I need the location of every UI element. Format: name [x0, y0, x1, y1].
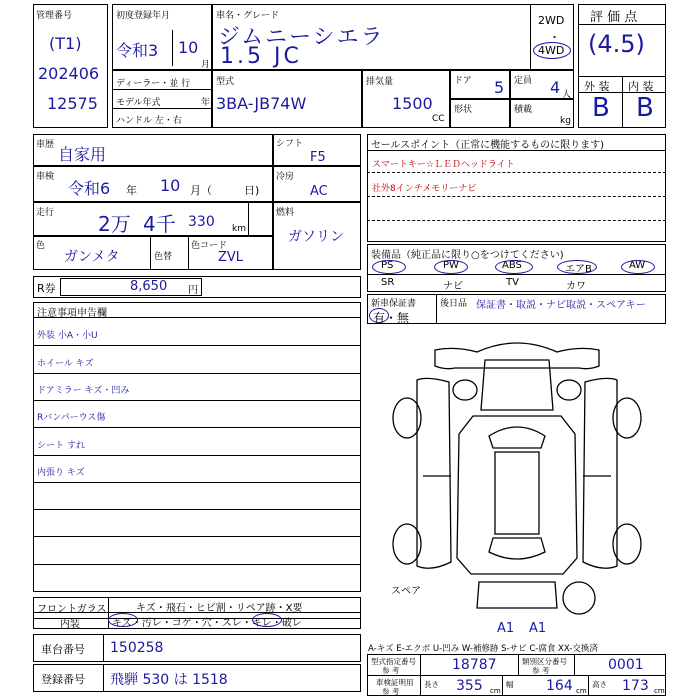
diagram-right-side [583, 378, 617, 568]
inspection-month: 10 [160, 176, 181, 195]
reg-label: 登録番号 [41, 673, 85, 686]
color-code-value: ZVL [218, 250, 244, 265]
width-value: 164 [546, 678, 573, 694]
cc-unit: CC [432, 114, 445, 124]
km-unit: km [232, 224, 246, 234]
equipment-label: 装備品（純正品に限り○をつけてください) [371, 250, 564, 261]
displacement-value: 1500 [392, 94, 433, 113]
class-value: 0001 [608, 657, 644, 673]
door-label: ドア [454, 76, 472, 86]
model-year-label: モデル年式 [116, 98, 161, 108]
model-div [112, 108, 212, 109]
inspection-month-unit: 月（ [190, 184, 212, 197]
spec-v4 [502, 675, 503, 696]
diagram-left-mirror [453, 380, 477, 400]
note-line: ドアミラー キズ・凹み [37, 385, 130, 396]
door-value: 5 [494, 78, 505, 97]
selling-point-2: 社外8インチメモリーナビ [372, 184, 477, 194]
capacity-label: 定員 [514, 76, 533, 86]
color-div1 [150, 236, 151, 270]
shape-label: 形状 [454, 105, 473, 115]
shift-label: シフト [276, 139, 304, 149]
exterior-grade: B [592, 93, 610, 123]
drive-dot: ・ [549, 31, 560, 44]
length-label: 長さ [424, 680, 439, 689]
equip-sr: SR [381, 277, 395, 288]
class-label: 類別区分番号 [522, 657, 567, 666]
notes-head-line [33, 317, 361, 318]
equip-aw: AW [629, 260, 646, 271]
dealer-label: ディーラー・並 行 [116, 79, 191, 89]
cert-ref: 参 考 [382, 687, 400, 696]
note-line: 外装 小A・小U [37, 331, 98, 342]
warranty-div [436, 294, 437, 324]
notes-rule [33, 427, 361, 428]
fuel-label: 燃料 [276, 208, 295, 218]
diagram-rear-window [489, 538, 545, 559]
mileage-label: 走行 [36, 208, 55, 218]
notes-rule [33, 482, 361, 483]
first-reg-month-unit: 月 [201, 60, 211, 70]
shift-value: F5 [310, 150, 326, 165]
sp-line3 [367, 196, 666, 197]
inspection-day-unit: 日) [244, 184, 260, 197]
sp-line2 [367, 172, 666, 173]
capacity-value: 4 [550, 78, 561, 97]
type-label: 型式 [216, 77, 235, 87]
dealer-div [112, 89, 212, 90]
notes-rule [33, 536, 361, 537]
cert-label: 車検証明用 [376, 678, 414, 687]
after-value: 保証書・取説・ナビ取説・スペアキー [476, 300, 646, 311]
recycle-value: 8,650 [130, 279, 168, 294]
color-change-label: 色替 [154, 252, 173, 262]
diagram-right-mirror [557, 380, 581, 400]
history-value: 自家用 [58, 145, 107, 164]
diagram-body [457, 416, 577, 574]
width-unit: cm [576, 687, 587, 695]
km-divider [248, 202, 249, 236]
person-unit: 人 [562, 90, 572, 100]
height-label: 高さ [592, 680, 607, 689]
equip-pw: PW [443, 260, 459, 271]
warranty-options: 有・無 [373, 311, 410, 325]
yen-unit: 円 [188, 285, 198, 296]
note-line: ホイール キズ [37, 358, 94, 369]
diagram-spare-tire [563, 582, 595, 614]
mgmt-no2: 12575 [47, 94, 98, 113]
diagram-front-bumper [435, 343, 599, 369]
car-name-label: 車名・グレード [216, 11, 280, 21]
diagram-roof [495, 452, 539, 534]
warranty-label: 新車保証書 [371, 299, 417, 309]
chassis-label: 車台番号 [41, 643, 85, 656]
handle-label: ハンドル 左・右 [116, 116, 182, 126]
exterior-label: 外 装 [584, 80, 610, 93]
mileage-sen: 4千 [143, 212, 176, 236]
inspection-year-unit: 年 [126, 184, 137, 197]
spec-mid [367, 675, 666, 676]
mgmt-label: 管理番号 [36, 11, 73, 21]
equip-tv: TV [506, 277, 519, 288]
car-diagram [367, 326, 667, 640]
car-grade: 1.5 JC [220, 44, 302, 69]
diagram-left-side [417, 378, 451, 568]
diagram-windshield [489, 427, 545, 448]
chassis-value: 150258 [110, 640, 164, 656]
diagram-rear-gate [477, 582, 557, 608]
damage-mark-2: A1 [529, 621, 547, 636]
load-label: 積載 [514, 105, 533, 115]
mgmt-no1: 202406 [38, 64, 100, 83]
equip-abs: ABS [502, 260, 522, 271]
spec-v3 [574, 654, 575, 675]
car-name: ジムニーシエラ [218, 25, 385, 50]
year-unit: 年 [201, 98, 211, 108]
history-label: 車歴 [36, 140, 55, 150]
mileage-man: 2万 [98, 212, 131, 236]
height-value: 173 [622, 678, 649, 694]
equip-airbag: エアB [565, 264, 592, 275]
sp-line1 [367, 150, 666, 151]
length-value: 355 [456, 678, 483, 694]
color-value: ガンメタ [64, 249, 120, 265]
color-label: 色 [36, 241, 46, 251]
note-line: 内張り キズ [37, 467, 85, 478]
equip-navi: ナビ [443, 281, 463, 292]
first-reg-label: 初度登録年月 [116, 11, 171, 21]
damage-mark-1: A1 [497, 621, 515, 636]
recycle-label: R券 [37, 282, 56, 295]
front-glass-label: フロントガラス [37, 604, 107, 615]
eval-score: (4.5) [588, 30, 645, 58]
equip-ps: PS [381, 260, 394, 271]
note-line: Rバンパーウス傷 [37, 413, 106, 424]
interior-grade: B [636, 93, 654, 123]
selling-points-label: セールスポイント（正常に機能するものに限ります) [371, 140, 605, 151]
eval-divider [578, 24, 666, 25]
first-reg-era: 令和3 [116, 41, 159, 60]
diagram-legend: A-キズ E-エクボ U-凹み W-補修跡 S-サビ C-腐食 XX-交換済 [368, 644, 598, 654]
eval-label: 評 価 点 [590, 10, 638, 25]
equip-leather: カワ [566, 281, 586, 292]
designation-label: 型式指定番号 [371, 657, 416, 666]
length-unit: cm [490, 687, 501, 695]
sp-line4 [367, 220, 666, 221]
reg-value: 飛騨 530 は 1518 [110, 672, 228, 688]
designation-ref: 参 考 [382, 666, 400, 675]
interior-value: キズ・汚レ・コゲ・穴・スレ・キレ・破レ [112, 618, 302, 629]
notes-rule [33, 400, 361, 401]
glass-div [108, 597, 109, 629]
spec-v5 [588, 675, 589, 696]
chassis-div [103, 634, 104, 662]
color-code-label: 色コード [191, 241, 228, 251]
reg-div [103, 664, 104, 692]
notes-rule [33, 591, 361, 592]
type-value: 3BA-JB74W [216, 94, 307, 113]
inspection-era: 令和6 [68, 179, 111, 198]
interior-label: 内 装 [628, 80, 654, 93]
inspection-label: 車検 [36, 172, 55, 182]
notes-rule [33, 345, 361, 346]
mgmt-code: (T1) [49, 34, 82, 53]
drive-divider [530, 4, 531, 70]
notes-rule [33, 455, 361, 456]
height-unit: cm [654, 687, 665, 695]
front-glass-value: キズ・飛石・ヒビ割・リペア跡・X要 [136, 603, 303, 614]
eq-line [367, 274, 666, 275]
notes-rule [33, 564, 361, 565]
color-div2 [188, 236, 189, 270]
after-label: 後日品 [440, 299, 468, 309]
notes-label: 注意事項申告欄 [37, 308, 107, 319]
eval-mid [622, 76, 623, 128]
fuel-value: ガソリン [288, 229, 344, 245]
first-reg-month: 10 [178, 38, 199, 57]
interior-label: 内装 [60, 619, 80, 630]
notes-rule [33, 373, 361, 374]
selling-point-1: スマートキー☆ＬＥＤヘッドライト [372, 160, 515, 170]
ac-label: 冷房 [276, 172, 295, 182]
ac-value: AC [310, 184, 328, 199]
kg-unit: kg [560, 116, 571, 126]
class-ref: 参 考 [532, 666, 550, 675]
spare-label: スペア [391, 586, 421, 597]
displacement-label: 排気量 [366, 77, 394, 87]
first-reg-divider [172, 30, 173, 66]
spec-v2 [518, 654, 519, 675]
note-line: シート すれ [37, 440, 85, 451]
width-label: 幅 [506, 680, 514, 689]
2wd-label: 2WD [538, 14, 565, 27]
4wd-label: 4WD [538, 44, 565, 57]
spec-v1 [420, 654, 421, 696]
notes-rule [33, 509, 361, 510]
mileage-rest: 330 [188, 214, 215, 230]
designation-value: 18787 [452, 657, 497, 673]
